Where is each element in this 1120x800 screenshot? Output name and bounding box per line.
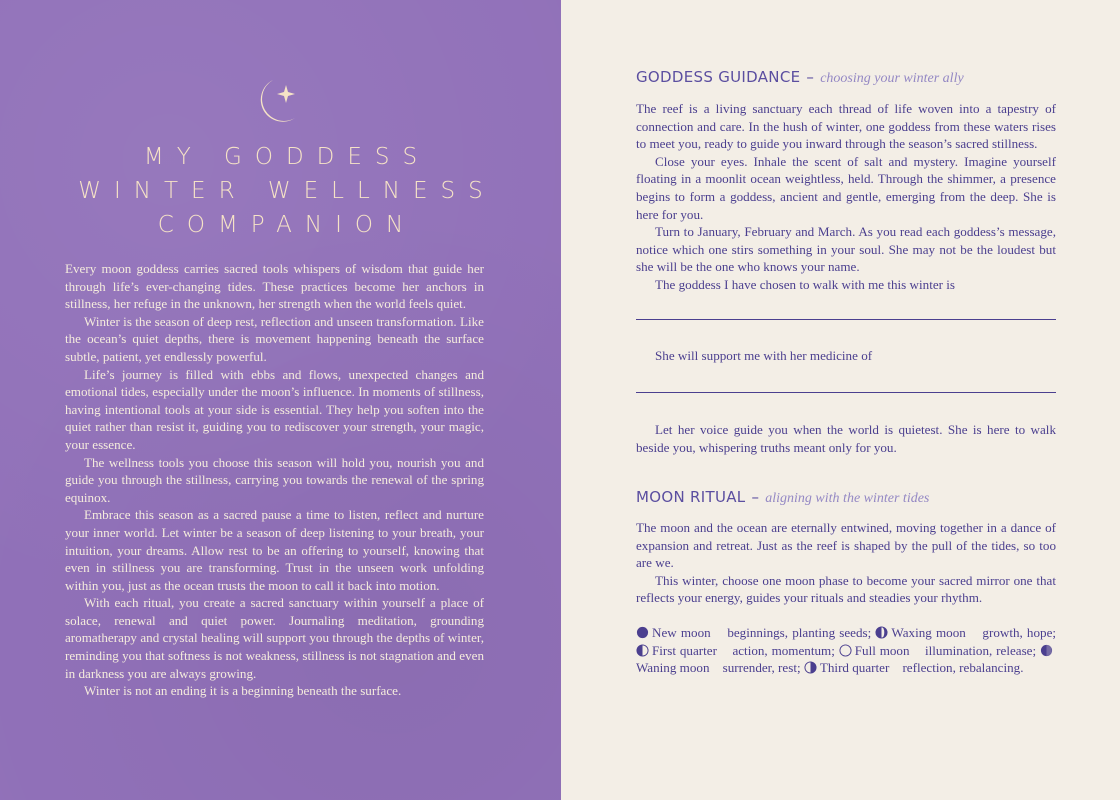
waxing-moon-icon	[875, 626, 888, 639]
title-line: COMPANION	[157, 212, 417, 238]
guidance-paragraph: Turn to January, February and March. As you read each goddess’s message, notice which one stirs something in your soul. She may not be the loudest but she will be the one who knows your name.	[636, 224, 1056, 275]
moon-phases-list	[636, 624, 1056, 677]
phase-meaning: growth, hope;	[982, 625, 1057, 640]
phase-meaning: beginnings, planting seeds;	[727, 625, 872, 640]
full-moon-icon	[839, 644, 852, 657]
third-quarter-moon-icon	[804, 661, 817, 674]
section-subtitle: aligning with the winter tides	[765, 491, 930, 506]
new-moon-icon	[636, 626, 649, 639]
phase-new-moon	[636, 625, 875, 640]
phase-meaning: reflection, rebalancing.	[902, 660, 1024, 676]
phase-full-moon	[839, 643, 1040, 658]
phase-name: New moon	[652, 625, 711, 640]
phase-third-quarter	[804, 660, 1024, 675]
title-line: MY GODDESS	[143, 144, 431, 170]
phase-meaning: action, momentum;	[732, 642, 835, 658]
waning-moon-icon	[1040, 644, 1053, 657]
intro-paragraph: Embrace this season as a sacred pause a time to listen, reflect and nurture your inner world. Let winter be a season of deep listening to your breath, your intuition, your dreams. Allow rest to be an offering to yourself, knowing that even in stillness you are transforming. Trust in the unseen work unfolding within you, just as the ocean trusts the moon to call it back into motion.	[65, 507, 484, 593]
crescent-moon-star-icon	[247, 74, 303, 132]
intro-paragraph: With each ritual, you create a sacred sanctuary within yourself a place of solace, renewal and quiet power. Journaling meditation, grounding aromatherapy and crystal healing will support you through the depths of winter, reminding you that softness is not weakness, stillness is not stagnation and even in darkness you are always growing.	[65, 595, 484, 681]
medicine-answer-line[interactable]	[636, 392, 1056, 393]
ritual-paragraph: This winter, choose one moon phase to become your sacred mirror one that reflects your energy, guides your rituals and steadies your rhythm.	[636, 572, 1056, 606]
phase-meaning: illumination, release;	[925, 642, 1037, 658]
title-line: WINTER WELLNESS	[78, 178, 496, 204]
phase-name: Waning moon	[636, 660, 710, 676]
intro-paragraph: Life’s journey is filled with ebbs and flows, unexpected changes and emotional tides, especially under the moon’s influence. In moments of stillness, having intentional tools at your side is essential. They help you soften into the quiet rather than resist it, guiding you to rediscover your strength, your magic, your essence.	[65, 366, 484, 452]
intro-paragraph: Winter is the season of deep rest, reflection and unseen transformation. Like the ocean’s quiet depths, there is movement happening beneath the surface subtle, patient, yet endlessly powerful.	[65, 313, 484, 364]
intro-text	[65, 260, 484, 700]
intro-paragraph: Winter is not an ending it is a beginning beneath the surface.	[84, 683, 402, 699]
goddess-answer-line[interactable]	[636, 319, 1056, 320]
phase-name: Waxing moon	[891, 625, 966, 640]
phase-meaning: surrender, rest;	[722, 660, 801, 676]
phase-name: Third quarter	[819, 660, 890, 676]
guidance-text	[636, 100, 1056, 294]
first-quarter-moon-icon	[636, 644, 649, 657]
goddess-guidance-heading	[636, 68, 964, 87]
goddess-choice-prompt: The goddess I have chosen to walk with me this winter is	[655, 276, 956, 292]
section-title: MOON RITUAL	[636, 488, 746, 506]
book-title	[0, 140, 561, 242]
phase-first-quarter	[636, 643, 839, 658]
moon-ritual-heading	[636, 488, 929, 507]
ritual-text	[636, 519, 1056, 607]
heading-dash: –	[751, 488, 760, 506]
closing-paragraph: Let her voice guide you when the world is quietest. She is here to walk beside you, whispering truths meant only for you.	[636, 422, 1056, 455]
section-subtitle: choosing your winter ally	[820, 71, 964, 86]
phase-name: Full moon	[854, 642, 910, 658]
phase-name: First quarter	[652, 642, 717, 658]
heading-dash: –	[806, 68, 815, 86]
ritual-paragraph: The moon and the ocean are eternally entwined, moving together in a dance of expansion and retreat. Just as the reef is shaped by the pull of the tides, so too are we.	[636, 520, 1056, 571]
guidance-paragraph: The reef is a living sanctuary each thread of life woven into a tapestry of connection and care. In the hush of winter, one goddess from these waters rises to meet you, ready to guide you inward through the season’s sacred stillness.	[636, 101, 1056, 152]
guidance-paragraph: Close your eyes. Inhale the scent of salt and mystery. Imagine yourself floating in a moonlit ocean weightless, held. Through the shimmer, a presence begins to form a goddess, ancient and gentle, emerging from the deep. She is here for you.	[636, 153, 1056, 222]
medicine-prompt-block	[636, 347, 1056, 365]
section-title: GODDESS GUIDANCE	[636, 68, 801, 86]
intro-paragraph: The wellness tools you choose this season will hold you, nourish you and guide you through the stillness, carrying you towards the renewal of the spring equinox.	[65, 454, 484, 505]
phase-waxing-moon	[875, 625, 1056, 640]
closing-text	[636, 421, 1056, 456]
medicine-prompt: She will support me with her medicine of	[655, 348, 873, 363]
intro-paragraph: Every moon goddess carries sacred tools whispers of wisdom that guide her through life’s ever-changing tides. These practices become her anchors in stillness, her refuge in the unknown, her strength when the world feels quiet.	[65, 261, 484, 312]
